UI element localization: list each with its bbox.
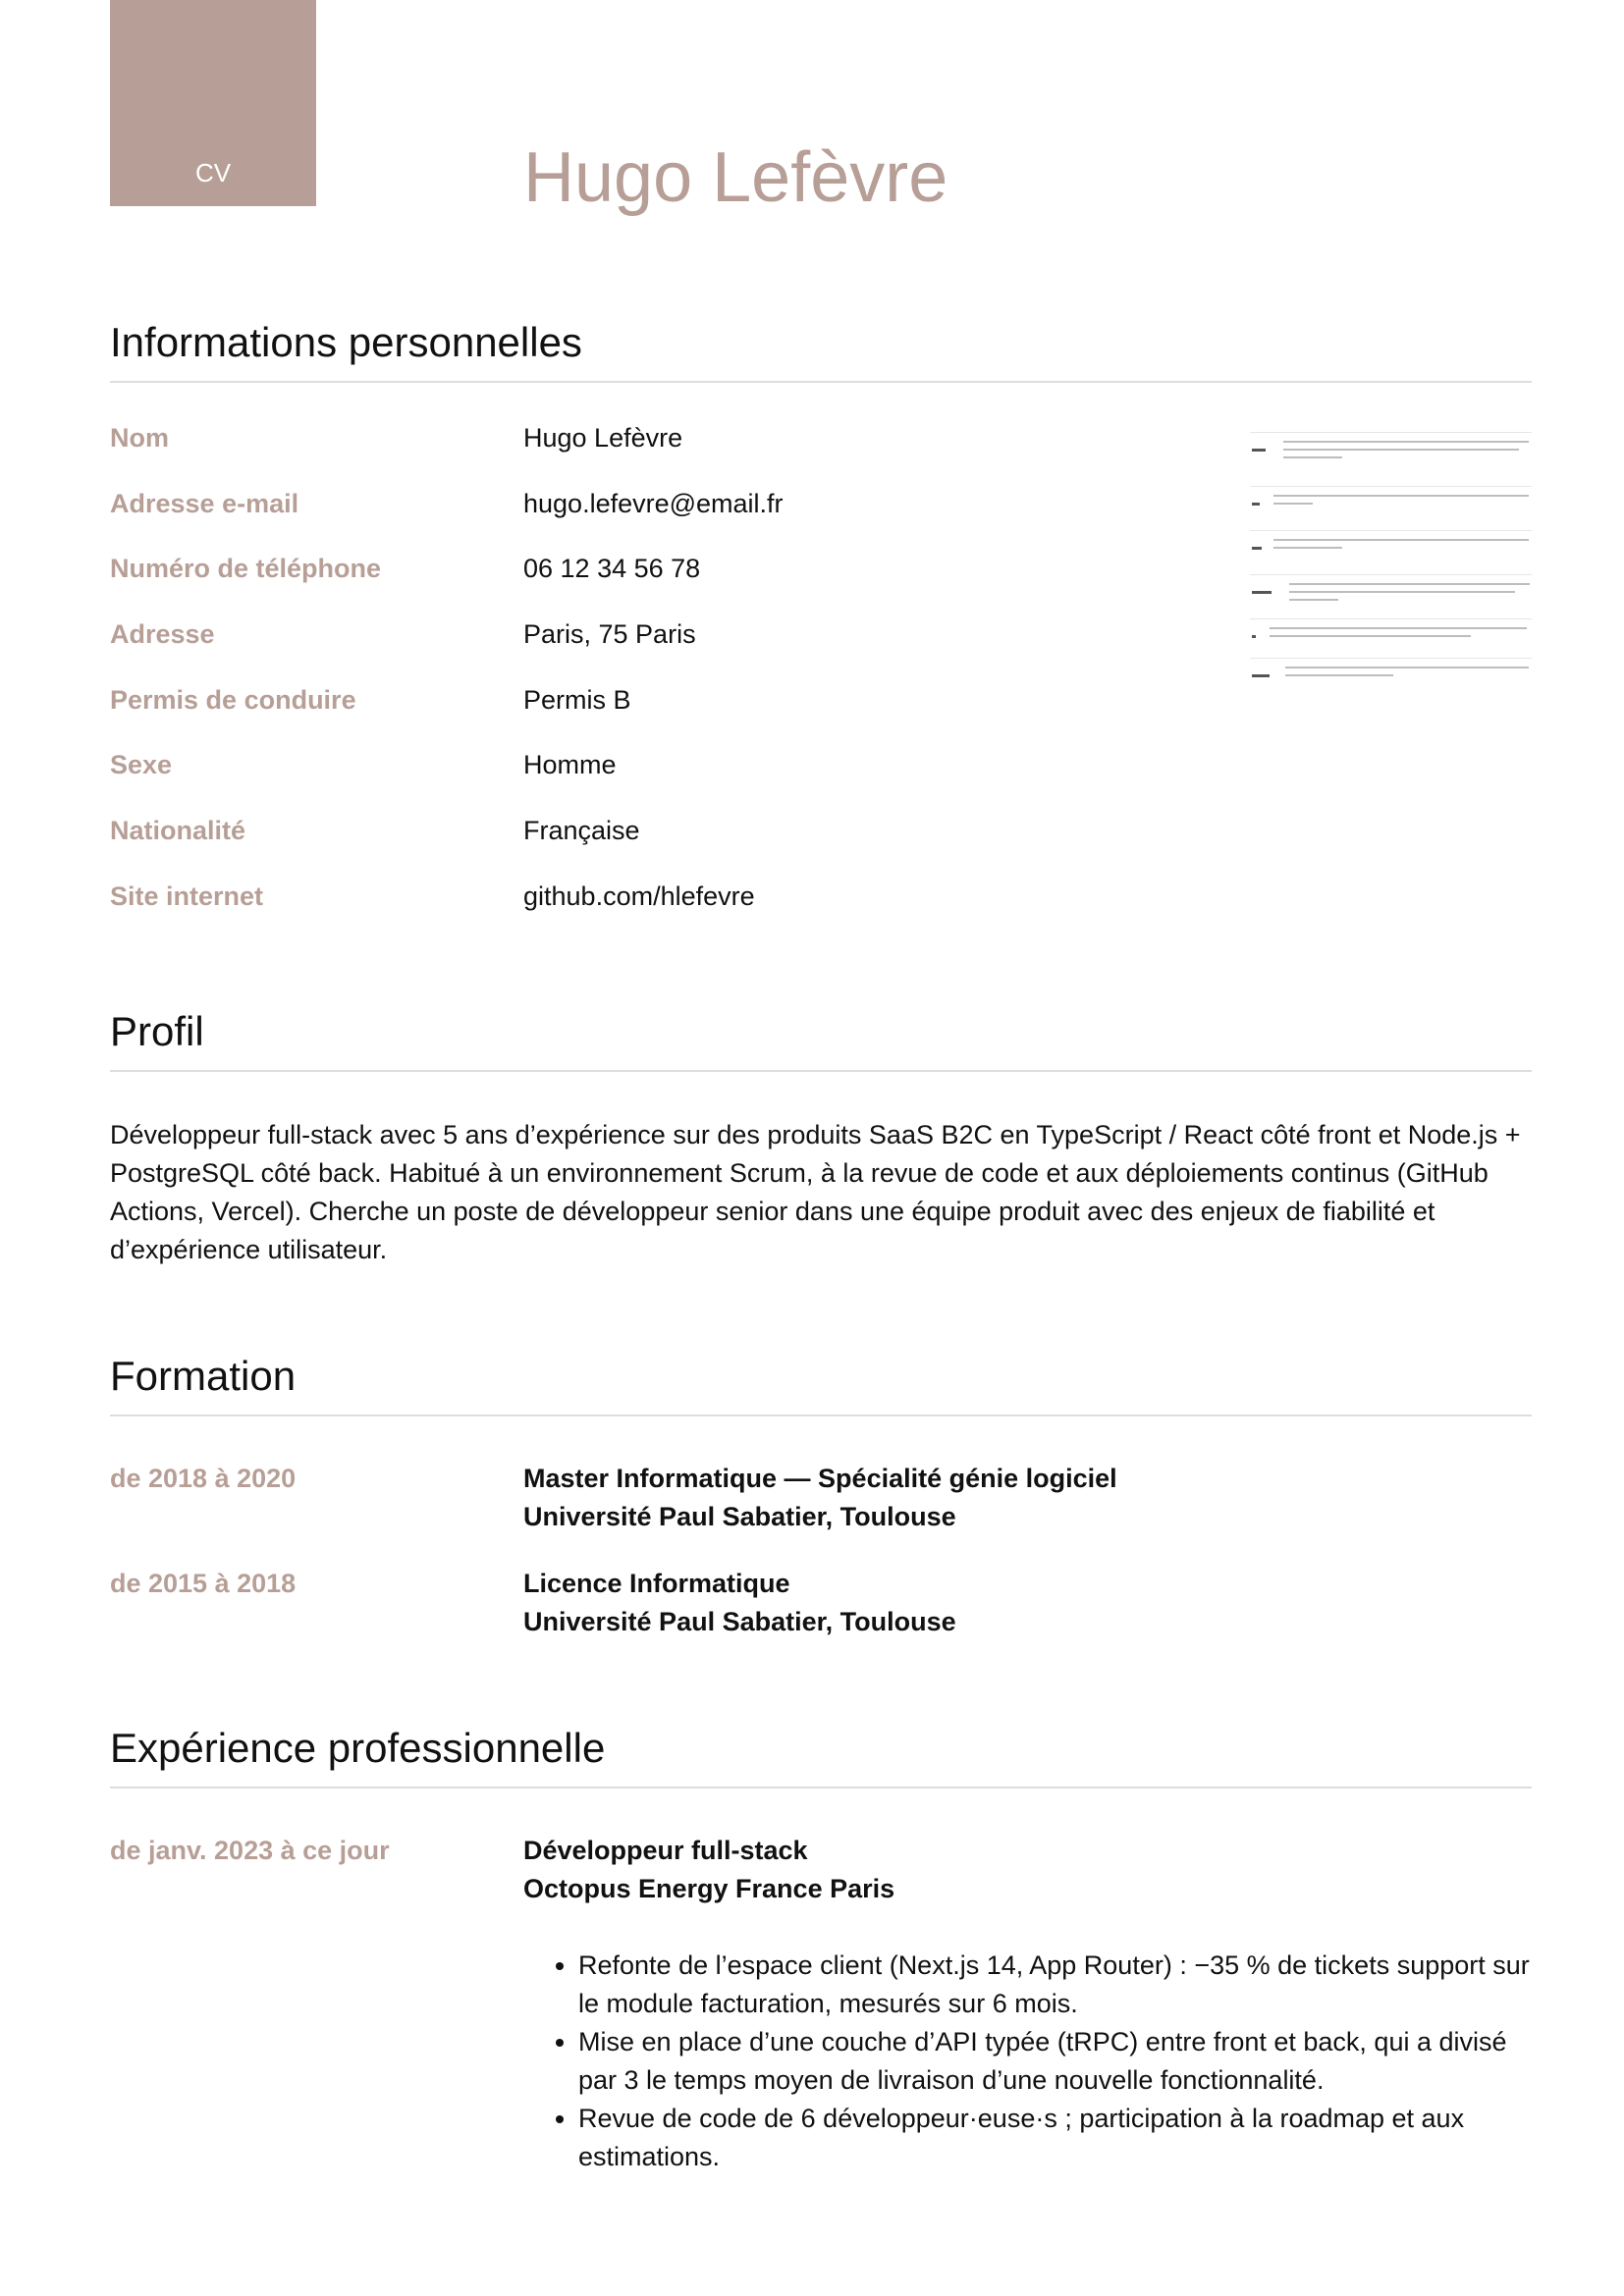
personal-info-list <box>110 422 1532 946</box>
section-heading-experience: Expérience professionnelle <box>110 1728 1532 1789</box>
info-label: Numéro de téléphone <box>110 554 382 584</box>
profile-summary: Développeur full-stack avec 5 ans d’expérience sur des produits SaaS B2C en TypeScript / React côté front et Node.js + PostgreSQL côté back. Habitué à un environnement Scrum, à la revue de code et aux déploiements continus (GitHub Actions, Vercel). Cherche un poste de développeur senior dans une équipe produit avec des enjeux de fiabilité et d’expérience utilisateur. <box>110 1120 1521 1264</box>
info-value: Homme <box>523 750 617 780</box>
education-school: Université Paul Sabatier, Toulouse <box>523 1607 956 1636</box>
info-value: github.com/hlefevre <box>523 881 755 911</box>
info-value: Permis B <box>523 684 631 715</box>
info-value: Française <box>523 816 640 846</box>
info-row-gender <box>110 749 1532 815</box>
info-label: Site internet <box>110 881 264 911</box>
section-heading-education: Formation <box>110 1356 1532 1416</box>
candidate-name: Hugo Lefèvre <box>523 138 948 217</box>
achievement-item: • Revue de code de 6 développeur·euse·s ; participation à la roadmap et aux estimations. <box>578 2100 1532 2176</box>
info-value: 06 12 34 56 78 <box>523 554 701 584</box>
info-value: hugo.lefevre@email.fr <box>523 488 784 518</box>
experience-entry <box>110 1832 1532 2176</box>
achievement-item: • Mise en place d’une couche d’API typée (tRPC) entre front et back, qui a divisé par 3 le temps moyen de livraison d’une nouvelle fonctionnalité. <box>578 2023 1532 2100</box>
cv-badge-label: CV <box>194 158 232 187</box>
education-degree: Licence Informatique <box>523 1569 790 1598</box>
education-period: de 2015 à 2018 <box>110 1569 297 1598</box>
info-row-address <box>110 618 1532 684</box>
section-heading-personal-info: Informations personnelles <box>110 322 1532 383</box>
info-row-website <box>110 881 1532 946</box>
education-school: Université Paul Sabatier, Toulouse <box>523 1502 956 1531</box>
info-row-driving-license <box>110 684 1532 750</box>
info-label: Sexe <box>110 750 173 780</box>
section-heading-profile: Profil <box>110 1011 1532 1072</box>
info-row-name <box>110 422 1532 488</box>
job-title: Développeur full-stack <box>523 1836 808 1865</box>
experience-section <box>110 1725 1532 2176</box>
education-period: de 2018 à 2020 <box>110 1464 297 1493</box>
job-achievements-list <box>523 1947 1532 2176</box>
info-row-nationality <box>110 815 1532 881</box>
personal-info-section <box>110 319 1532 946</box>
info-row-email <box>110 488 1532 554</box>
experience-period: de janv. 2023 à ce jour <box>110 1836 390 1865</box>
education-entry <box>110 1460 1532 1536</box>
cv-badge <box>110 0 316 206</box>
info-value: Paris, 75 Paris <box>523 619 696 650</box>
info-label: Adresse <box>110 619 215 650</box>
education-entry <box>110 1565 1532 1641</box>
profile-section <box>110 1008 1532 1296</box>
info-label: Permis de conduire <box>110 684 356 715</box>
education-degree: Master Informatique — Spécialité génie logiciel <box>523 1464 1117 1493</box>
education-section <box>110 1353 1532 1641</box>
info-label: Nationalité <box>110 816 246 846</box>
info-row-phone <box>110 553 1532 618</box>
info-label: Adresse e-mail <box>110 488 299 518</box>
achievement-item: • Refonte de l’espace client (Next.js 14, App Router) : −35 % de tickets support sur le module facturation, mesurés sur 6 mois. <box>578 1947 1532 2023</box>
job-company: Octopus Energy France Paris <box>523 1874 895 1903</box>
info-label: Nom <box>110 423 169 453</box>
info-value: Hugo Lefèvre <box>523 423 683 453</box>
